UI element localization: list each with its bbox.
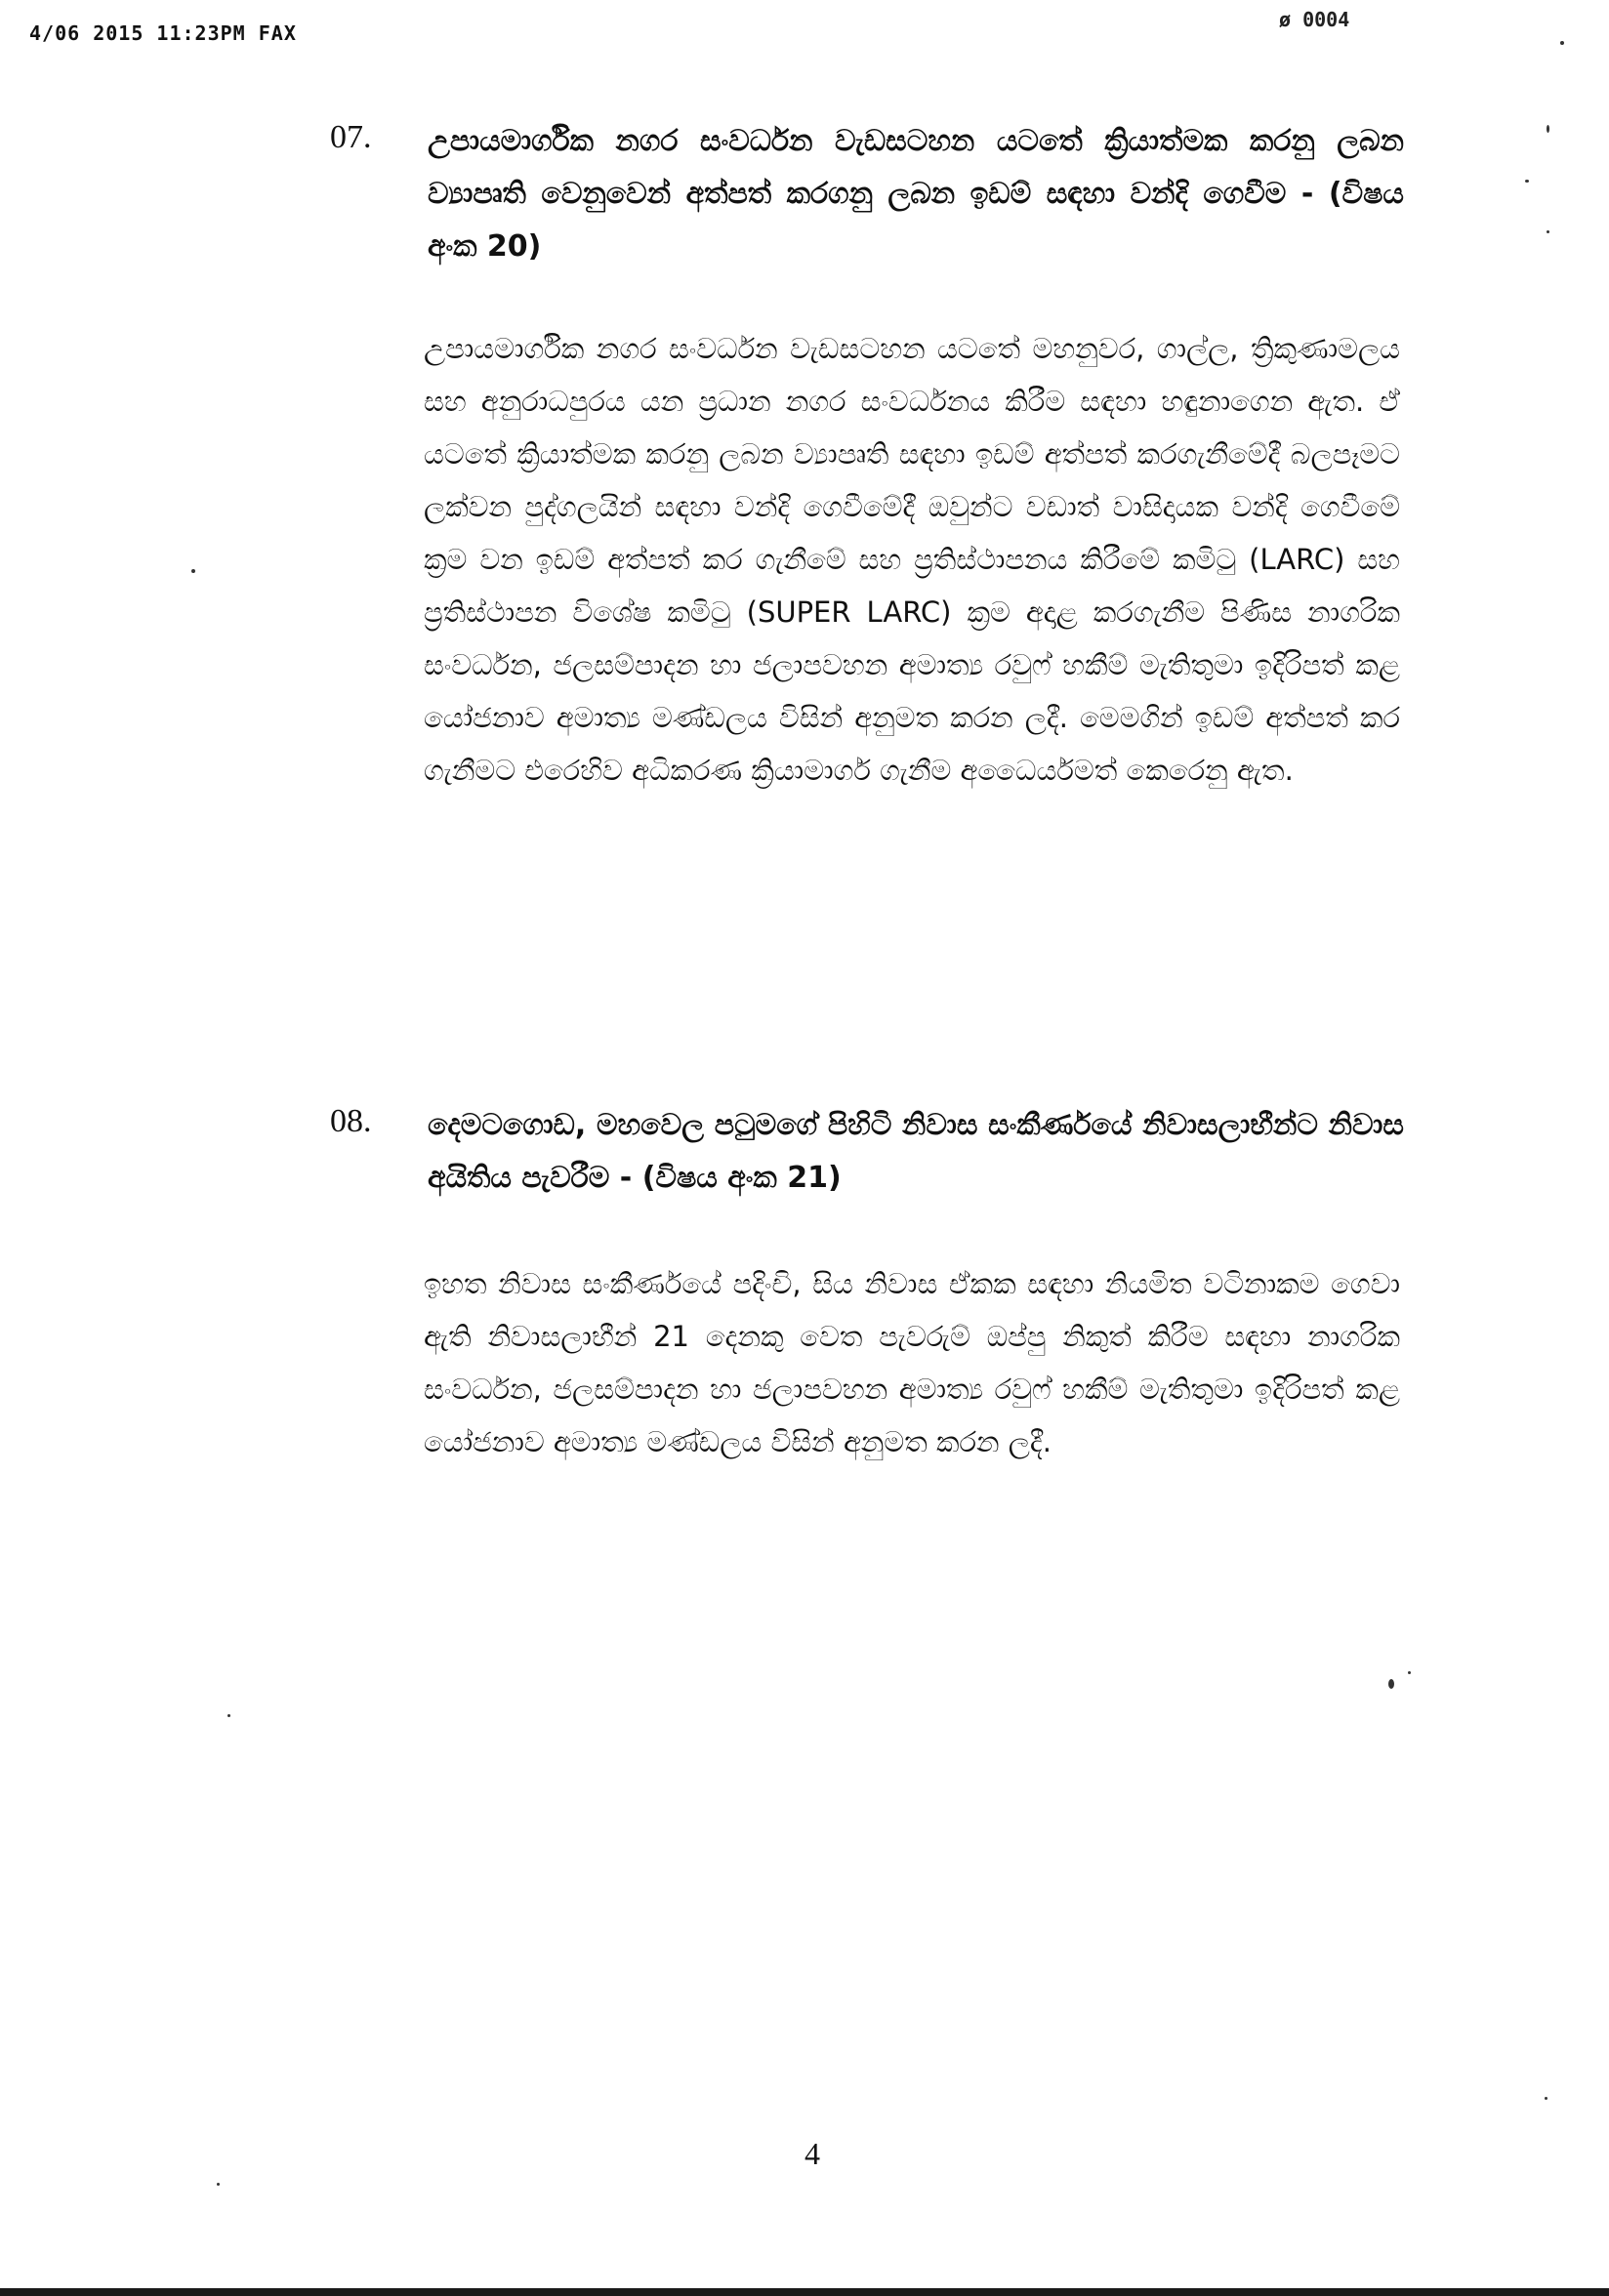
section-body: ඉහත නිවාස සංකීර්ණයේ පදිංචි, සිය නිවාස ඒකක සඳහා නියමිත වටිනාකම ගෙවා ඇති නිවාසලාභීන් 21 දෙනකු වෙත පැවරුම් ඔප්පු නිකුත් කිරීම සඳහා නාගරික සංවර්ධන, ජලසම්පාදන හා ජලාපවහන අමාත්‍ය රවුෆ් හකීම් මැතිතුමා ඉදිරිපත් කළ යෝජනාව අමාත්‍ය මණ්ඩලය විසින් අනුමත කරන ලදී. <box>424 1267 1400 1458</box>
page-number: 4 <box>804 2136 820 2171</box>
scan-speck <box>1547 125 1549 133</box>
scan-speck <box>1547 230 1549 233</box>
section-number: 08. <box>330 1103 372 1139</box>
scan-speck <box>1408 1671 1411 1674</box>
fax-page-code: ø 0004 <box>1279 8 1350 31</box>
scan-speck <box>1525 180 1529 183</box>
scan-speck <box>1388 1679 1394 1689</box>
scan-speck <box>191 569 195 573</box>
section-title: දෙමටගොඩ, මහවෙල පටුමගේ පිහිටි නිවාස සංකීර්ණයේ නිවාසලාභීන්ට නිවාස අයිතිය පැවරීම - (විෂය අංක 21) <box>428 1108 1404 1195</box>
section-number: 07. <box>330 119 372 155</box>
scan-speck <box>1560 41 1564 45</box>
scan-bottom-edge <box>0 2288 1609 2296</box>
scan-speck <box>217 2183 220 2186</box>
fax-header-line: 4/06 2015 11:23PM FAX <box>29 21 297 45</box>
scan-speck <box>227 1714 230 1717</box>
section-body: උපායමාර්ගික නගර සංවර්ධන වැඩසටහන යටතේ මහනුවර, ගාල්ල, ත්‍රිකුණාමලය සහ අනුරාධපුරය යන ප්‍රධාන නගර සංවර්ධනය කිරීම සඳහා හඳුනාගෙන ඇත. ඒ යටතේ ක්‍රියාත්මක කරනු ලබන ව්‍යාපෘති සඳහා ඉඩම් අත්පත් කරගැනීමේදී බලපෑමට ලක්වන පුද්ගලයින් සඳහා වන්දි ගෙවීමේදී ඔවුන්ට වඩාත් වාසිදායක වන්දි ගෙවීමේ ක්‍රම වන ඉඩම් අත්පත් කර ගැනීමේ සහ ප්‍රතිස්ථාපනය කිරීමේ කමිටු (LARC) සහ ප්‍රතිස්ථාපන විශේෂ කමිටු (SUPER LARC) ක්‍රම අදාළ කරගැනීම පිණිස නාගරික සංවර්ධන, ජලසම්පාදන හා ජලාපවහන අමාත්‍ය රවුෆ් හකීම් මැතිතුමා ඉදිරිපත් කළ යෝජනාව අමාත්‍ය මණ්ඩලය විසින් අනුමත කරන ලදී. මෙමගින් ඉඩම් අත්පත් කර ගැනීමට එරෙහිව අධිකරණ ක්‍රියාමාර්ග ගැනීම අධෛර්යමත් කෙරෙනු ඇත. <box>424 332 1400 787</box>
scan-speck <box>1545 2097 1547 2100</box>
section-title: උපායමාර්ගික නගර සංවර්ධන වැඩසටහන යටතේ ක්‍රියාත්මක කරනු ලබන ව්‍යාපෘති වෙනුවෙන් අත්පත් කරගනු ලබන ඉඩම් සඳහා වන්දි ගෙවීම - (විෂය අංක 20) <box>428 124 1404 264</box>
